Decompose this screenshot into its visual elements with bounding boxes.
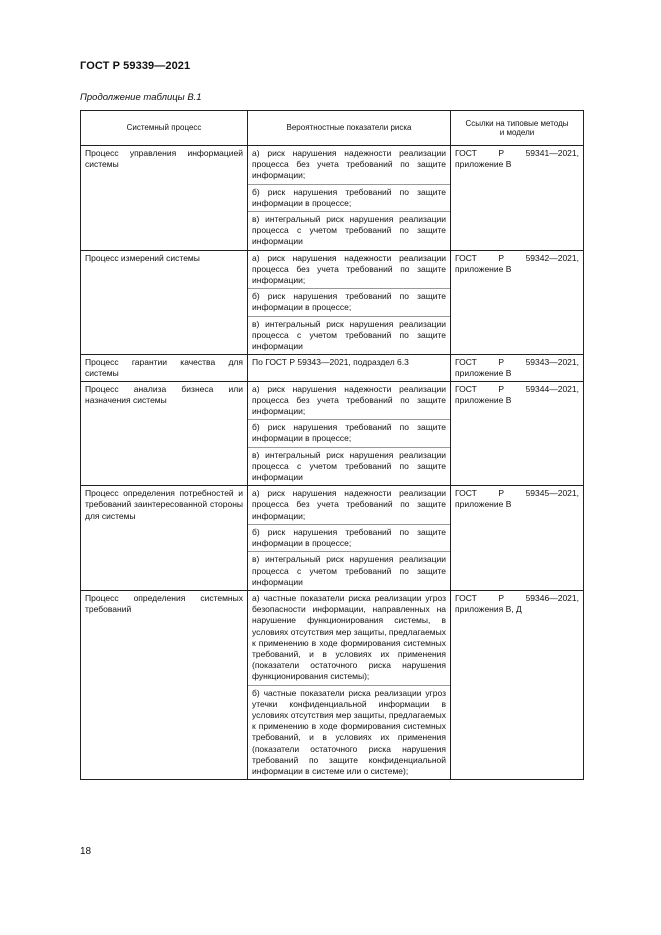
risk-item: б) риск нарушения требований по защите информации в процессе; [248, 288, 450, 315]
cell-risks [248, 355, 451, 381]
page-number: 18 [80, 846, 92, 857]
table-row [81, 146, 584, 251]
cell-risks [248, 590, 451, 779]
cell-refs: ГОСТ Р 59346—2021, приложения В, Д [451, 590, 584, 779]
table-row [81, 590, 584, 779]
risk-item: б) риск нарушения требований по защите информации в процессе; [248, 184, 450, 211]
cell-refs: ГОСТ Р 59345—2021, приложение В [451, 486, 584, 591]
risk-item: а) риск нарушения надежности реализации процесса без учета требований по защите информации; [252, 252, 446, 286]
risk-item: а) риск нарушения надежности реализации процесса без учета требований по защите информации; [252, 148, 446, 181]
cell-refs: ГОСТ Р 59344—2021, приложение В [451, 381, 584, 486]
table-caption: Продолжение таблицы В.1 [80, 92, 202, 103]
cell-refs: ГОСТ Р 59343—2021, приложение В [451, 355, 584, 381]
risk-item: в) интегральный риск нарушения реализации процесса с учетом требований по защите информации [248, 447, 450, 486]
risk-item: в) интегральный риск нарушения реализации процесса с учетом требований по защите информации [248, 316, 450, 355]
cell-refs: ГОСТ Р 59342—2021, приложение В [451, 250, 584, 355]
cell-risks [248, 146, 451, 251]
column-header-process: Системный процесс [81, 111, 248, 146]
risk-item: По ГОСТ Р 59343—2021, подраздел 6.3 [252, 357, 409, 368]
cell-process: Процесс измерений системы [81, 250, 248, 355]
cell-process: Процесс управления информацией системы [81, 146, 248, 251]
cell-refs: ГОСТ Р 59341—2021, приложение В [451, 146, 584, 251]
table-row [81, 381, 584, 486]
cell-risks [248, 250, 451, 355]
table-header-row [81, 111, 584, 146]
cell-risks [248, 486, 451, 591]
requirements-table [80, 110, 584, 780]
cell-process: Процесс определения системных требований [81, 590, 248, 779]
column-header-risk: Вероятностные показатели риска [248, 111, 451, 146]
cell-process: Процесс определения потребностей и требований заинтересованной стороны для системы [81, 486, 248, 591]
risk-item: в) интегральный риск нарушения реализации процесса с учетом требований по защите информации [248, 211, 450, 250]
table-row [81, 250, 584, 355]
risk-item: в) интегральный риск нарушения реализации процесса с учетом требований по защите информации [248, 551, 450, 590]
risk-item: б) частные показатели риска реализации угроз утечки конфиденциальной информации в условиях отсутствия мер защиты, предлагаемых к применению в ходе формирования системных требований, и в условиях их применения (показатели остаточного риска нарушения требований по защите конфиденциальной информации в системе или о системе); [248, 685, 450, 780]
risk-item: б) риск нарушения требований по защите информации в процессе; [248, 419, 450, 446]
risk-item: а) частные показатели риска реализации угроз безопасности информации, направленных на нарушение функционирования системы, в условиях отсутствия мер защиты, предлагаемых к применению в ходе формирования системных требований, и в условиях их применения (показатели остаточного риска нарушения функционирования системы); [252, 592, 446, 682]
table-row [81, 355, 584, 381]
cell-risks [248, 381, 451, 486]
risk-item: а) риск нарушения надежности реализации процесса без учета требований по защите информации; [252, 488, 446, 521]
table-row [81, 486, 584, 591]
risk-item: а) риск нарушения надежности реализации процесса без учета требований по защите информации; [252, 383, 446, 417]
document-header: ГОСТ Р 59339—2021 [80, 60, 191, 72]
cell-process: Процесс гарантии качества для системы [81, 355, 248, 381]
cell-process: Процесс анализа бизнеса или назначения системы [81, 381, 248, 486]
column-header-refs: Ссылки на типовые методы и модели [451, 111, 584, 146]
risk-item: б) риск нарушения требований по защите информации в процессе; [248, 524, 450, 551]
